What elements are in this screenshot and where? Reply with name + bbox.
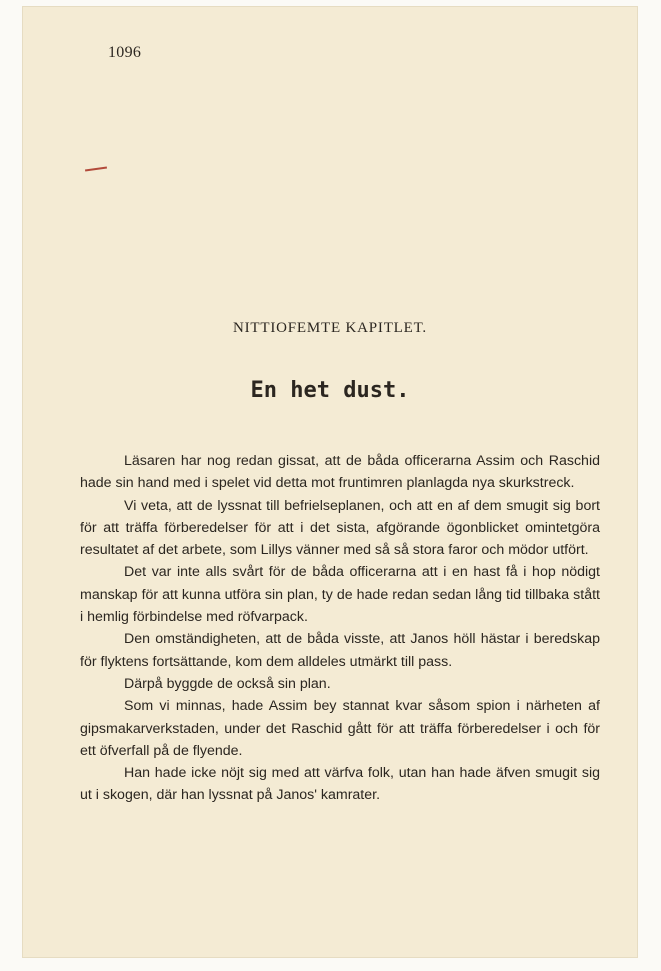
red-pencil-mark [85,166,107,171]
book-page [22,6,638,958]
page-number: 1096 [108,44,142,61]
chapter-title: En het dust. [250,378,410,403]
paragraph: Läsaren har nog redan gissat, att de båda officerarna Assim och Raschid hade sin hand med i spelet vid detta mot fruntimren planlagda nya skurkstreck. [80,453,600,492]
paragraph: Det var inte alls svårt för de båda officerarna att i en hast få i hop nödigt manskap för att kunna utföra sin plan, ty de hade redan sedan lång tid tillbaka stått i hemlig förbindelse med röfvarpack. [80,564,600,626]
paragraph: Som vi minnas, hade Assim bey stannat kvar såsom spion i närheten af gipsmakarverkstaden, under det Raschid gått för att träffa förberedelser i och för ett öfverfall på de flyende. [80,698,600,759]
paragraph: Den omständigheten, att de båda visste, att Janos höll hästar i beredskap för flyktens fortsättande, kom dem alldeles utmärkt till pass. [80,631,600,670]
paragraph: Han hade icke nöjt sig med att värfva folk, utan han hade äfven smugit sig ut i skogen, där han lyssnat på Janos' kamrater. [80,765,600,804]
paragraph: Vi veta, att de lyssnat till befrielseplanen, och att en af dem smugit sig bort för att träffa förberedelser för att i det sista, afgörande ögonblicket omintetgöra resultatet af det arbete, som Lillys vänner med så så stora faror och mödor utfört. [80,497,600,559]
chapter-heading: NITTIOFEMTE KAPITLET. [233,320,427,336]
paragraph: Därpå byggde de också sin plan. [124,675,331,692]
body-text [80,450,600,807]
